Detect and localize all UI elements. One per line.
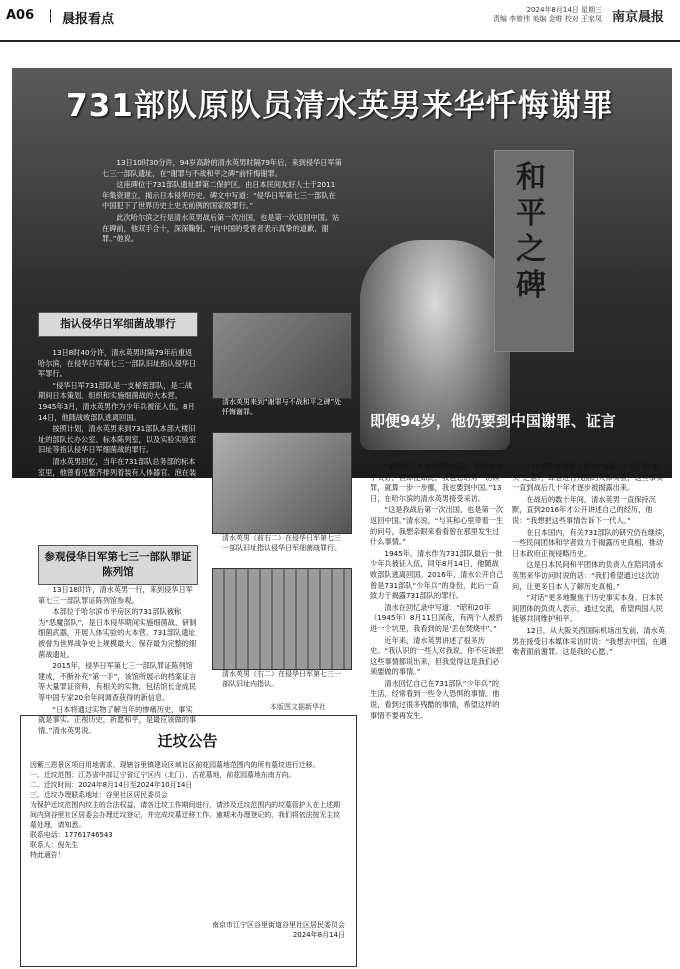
caption-photo3: 清水英男（右二）在侵华日军第七三一部队旧址内指认。 xyxy=(222,670,341,688)
editors-line: 责编 李曾伟 美编 金维 校对 王家凤 xyxy=(492,15,602,23)
notice-paragraph: 一、迁坟范围：江苏省中部辽宁省辽宁区内（北门）、古花墓地，前花园墓地东南方向。 xyxy=(30,771,296,779)
section-title: 晨报看点 xyxy=(62,12,115,27)
notice-paragraph: 特此通告！ xyxy=(30,851,65,859)
sidebar1-paragraph: “侵华日军731部队是一支秘密部队，是二战期间日本策划、组织和实施细菌战的大本营。1945年3月，清水英男作为少年兵被征入伍，8月14日，他随战败部队逃离回国。 xyxy=(38,380,195,422)
notice-paragraph: 三、迁坟办理联系地址：谷里社区居民委员会 xyxy=(30,791,168,799)
main-text-column xyxy=(370,462,505,722)
notice-signature: 南京市江宁区谷里街道谷里社区居民委员会 xyxy=(212,921,345,929)
sidebar1-paragraph: 13日8时40分许，清水英男时隔79年后重返哈尔滨，在侵华日军第七三一部队旧址指认侵华日军罪行。 xyxy=(38,348,197,379)
date-line: 2024年8月14日 星期三 xyxy=(526,6,602,14)
sidebar2-paragraph: 本部位于哈尔滨市平房区的731部队被称为“恶魔部队”，是日本侵华期间实施细菌战、研制细菌武器，开展人体实验的大本营。731部队遗址被誉为世界战争史上规模最大、保存最为完整的细菌战遗址。 xyxy=(38,607,197,659)
sidebar2-paragraph: 13日18时许，清水英男一行，来到侵华日军第七三一部队罪证陈列馆参观。 xyxy=(38,585,193,605)
notice-paragraph: 联系人：倪先生 xyxy=(30,841,79,849)
photo-credit: 本版图文据新华社 xyxy=(270,703,326,711)
date-info xyxy=(470,6,602,24)
photo-ruins xyxy=(212,568,352,670)
right-paragraph: 731部队将被害人称为“马路大”（日语“木头”之意），肆意进行残酷的人体实验，这些事实一直到战后几十年才逐步被揭露出来。 xyxy=(512,462,664,493)
sidebar2-paragraph: “日本将通过实物了解当年的惨痛历史，事实就是事实。正视历史，祈愿和平，是最应该做的事情。”清水英男说。 xyxy=(38,704,197,735)
main-paragraph: 1945年，清水作为731部队最后一批少年兵被征入伍，同年8月14日，他随战败部队逃离回国。2016年，清水公开自己曾是731部队“少年兵”的身份，此后一直致力于揭露731部队的罪行。 xyxy=(370,548,504,601)
main-paragraph: 近年来，清水英男讲述了很多历史。“我认识的一些人对我说，你不应该把这些事情都说出来，但我觉得这是我们必须要做的事情。” xyxy=(370,635,504,677)
right-text-column xyxy=(512,462,670,659)
sidebar1-paragraph: 按照计划，清水英男来到731部队本部大楼旧址的部队长办公室、标本陈列室，以及实验实验室旧址等指认侵华日军细菌战的罪行。 xyxy=(38,424,197,455)
lead-paragraph: 13日10时30分许，94岁高龄的清水英男时隔79年后，来到侵华日军第七三一部队遗址，在“谢罪与不战和平之碑”前忏悔谢罪。 xyxy=(102,158,342,178)
main-paragraph: 清水在回忆录中写道：“昭和20年（1945年）8月11日深夜，有两个人被扔进一个坑里，我看到的是‘丢在焚烧中’。” xyxy=(370,602,503,633)
notice-date: 2024年8月14日 xyxy=(292,931,345,939)
right-paragraph: 在日本国内，有关731部队的研究仍在继续，一些民间团体和学者致力于揭露历史真相，推动日本政府正视侵略历史。 xyxy=(512,527,670,558)
sidebar1-title: 指认侵华日军细菌战罪行 xyxy=(38,312,198,337)
notice-paragraph: 因紫三恩景区项目用地需求，现辖谷里镇建设区域社区前花园墓地范围内的所有墓坟进行迁移。 xyxy=(30,761,320,769)
notice-signature-block xyxy=(170,920,345,940)
lead-text xyxy=(102,158,342,246)
notice-body xyxy=(30,760,345,860)
photo-site-visit xyxy=(212,432,352,534)
main-paragraph: “这是我战后第一次出国，也是第一次返回中国。”清水说，“与其和心里带着一生的问号，我想亲眼来看看曾在那里发生过什么事情。” xyxy=(370,505,504,547)
newspaper-brand: 南京晨报 xyxy=(612,10,665,25)
subheadline: 即便94岁，他仍要到中国谢罪、证言 xyxy=(370,412,616,430)
right-paragraph: 这是日本民间和平团体的负责人在陪同清水英男来华访问时说的话：“我们希望通过这次访问，让更多日本人了解历史真相。” xyxy=(512,560,663,591)
caption-photo2: 清水英男（前右二）在侵华日军第七三一部队旧址指认侵华日军细菌战罪行。 xyxy=(222,534,341,552)
caption-photo1: 清水英男来到“谢罪与不战和平之碑”处忏悔谢罪。 xyxy=(222,398,342,416)
lead-paragraph: 此次哈尔滨之行是清水英男战后第一次出国，也是第一次返回中国。站在碑前，他双手合十，深深鞠躬。“向中国的受害者表示真挚的道歉、谢罪。”他说。 xyxy=(102,212,340,244)
right-paragraph: 12日，从大阪关西国际机场出发前，清水英男在接受日本媒体采访时说：“我想去中国，在遇难者面前谢罪。这是我的心愿。” xyxy=(512,625,667,657)
notice-title: 迁坟公告 xyxy=(157,732,218,750)
lead-paragraph: 这座碑位于731部队遗址群第二保护区，由日本民间友好人士于2011年集资建立，揭示日本侵华历史。碑文中写道：“侵华日军第七三一部队在中国犯下了世界历史上史无前例的国家级罪行。” xyxy=(102,180,336,211)
photo-monument-bow xyxy=(212,312,352,399)
notice-paragraph: 二、迁坟时间：2024年8月14日至2024年10月14日 xyxy=(30,781,193,789)
sidebar2-paragraph: 2015年，侵华日军第七三一部队罪证陈列馆建成，不断补充“第一手”，该馆所展示的档案证言等大量罪证资料，有相关的实物，包括馆长金成民等中国专家20余年间调查获得的新信息。 xyxy=(38,661,197,702)
sidebar1-paragraph: 清水英男回忆，当年在731部队总务部的标本室里，他曾看见整齐排列着装有人体器官、泡在装 xyxy=(38,456,197,477)
monument-inscription: 和平之碑 xyxy=(516,160,546,303)
headline: 731部队原队员清水英男来华忏悔谢罪 xyxy=(66,88,614,124)
right-paragraph: 在战后的数十年间，清水英男一直保持沉默，直到2016年才公开讲述自己的经历，他说：“我想把这些事情告诉下一代人。” xyxy=(512,494,656,525)
notice-paragraph: 联系电话：17761746543 xyxy=(30,831,113,839)
notice-paragraph: 为保护迁坟范围内坟主的合法权益，请各迁坟工作期间进行，请涉及迁坟范围内的坟墓管护人在上述期间内到谷里社区居委会办理迁坟登记，并完成坟墓迁移工作。逾期未办理登记的，我们将依法按无主坟墓处理，请知悉。 xyxy=(30,801,341,829)
header-divider xyxy=(50,9,51,23)
page-number: A06 xyxy=(6,8,35,23)
sidebar2-title: 参观侵华日军第七三一部队罪证陈列馆 xyxy=(38,545,198,585)
main-paragraph: “虽然有日本社会舆论反对，我身体也不太好，但即便如此，我也想给对一切赎罪，就算一步一步挪，我也要到中国。”13日，在哈尔滨的清水英男接受采访。 xyxy=(370,462,504,503)
right-paragraph: “对话”更多地聚焦于历史事实本身。日本民间团体的负责人表示，通过交流，希望两国人民能够共同维护和平。 xyxy=(512,593,664,624)
main-paragraph: 清水回忆自己在731部队“少年兵”的生活，经常看到一些令人恐惧的事情。他说，看到过很多残酷的事情，希望这样的事情不要再发生。 xyxy=(370,678,500,720)
